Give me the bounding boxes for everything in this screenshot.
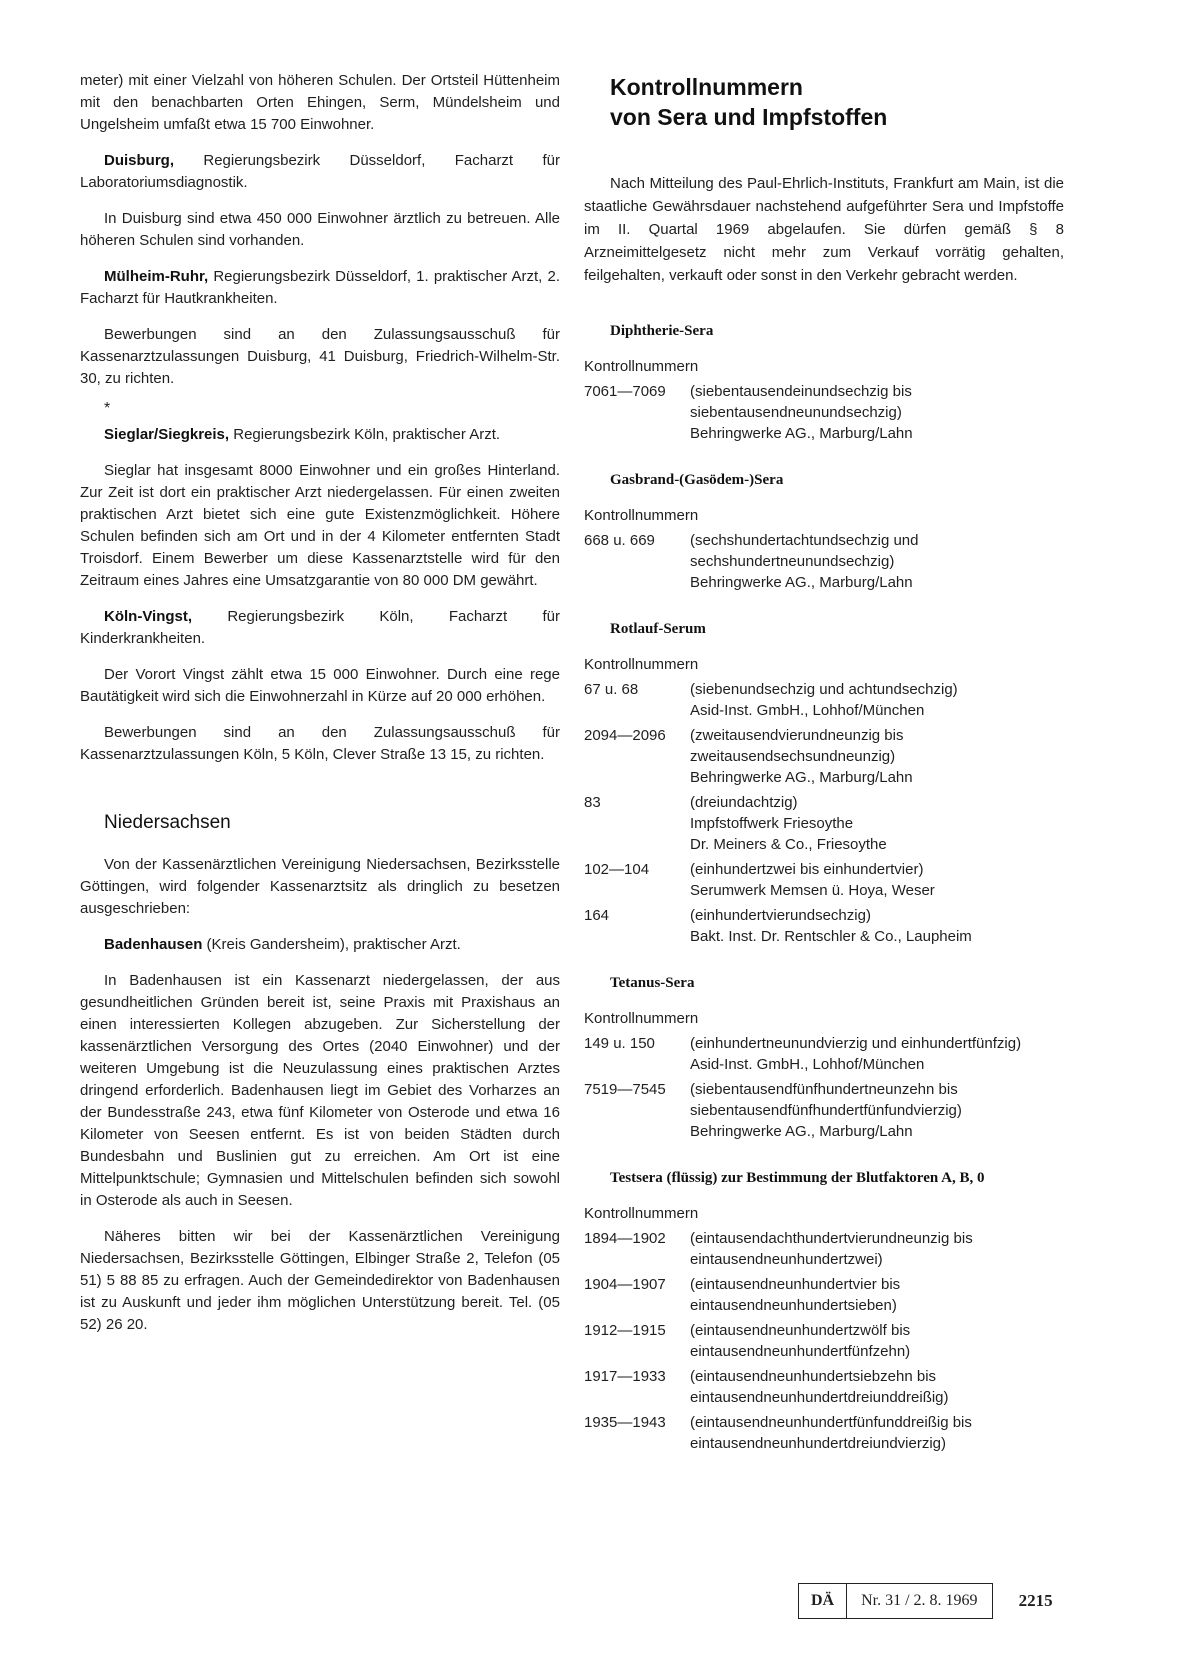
place-name: Badenhausen xyxy=(104,936,203,953)
control-number-row xyxy=(584,1079,1064,1142)
number-words: (dreiundachtzig) xyxy=(690,794,798,811)
kontrollnummern-label: Kontrollnummern xyxy=(584,1010,699,1027)
serum-group-title: Gasbrand-(Gasödem-)Sera xyxy=(610,472,784,488)
control-number-row xyxy=(584,1366,1064,1408)
control-number-description xyxy=(690,859,1064,901)
control-number: 1935—1943 xyxy=(584,1414,666,1431)
entry-badenhausen xyxy=(80,934,560,956)
number-words: (eintausendneunhundertvier bis eintausendneunhundertsieben) xyxy=(690,1276,901,1314)
control-number-row xyxy=(584,725,1064,788)
entry-sieglar xyxy=(80,424,560,446)
number-words: (einhundertvierundsechzig) xyxy=(690,907,871,924)
place-name: Sieglar/Siegkreis, xyxy=(104,426,230,443)
paragraph-ortsteil: meter) mit einer Vielzahl von höheren Schulen. Der Ortsteil Hüttenheim mit den benachbarten Orten Ehingen, Serm, Mündelsheim und Ungelsheim umfaßt etwa 15 700 Einwohner. xyxy=(80,72,560,133)
control-number: 67 u. 68 xyxy=(584,681,639,698)
left-column xyxy=(80,70,560,1350)
number-words: (siebenundsechzig und achtundsechzig) xyxy=(690,681,958,698)
control-number-description xyxy=(690,1033,1064,1075)
manufacturer: Dr. Meiners & Co., Friesoythe xyxy=(690,836,887,853)
entry-detail: Regierungsbezirk Düsseldorf, Facharzt für Laboratoriumsdiagnostik. xyxy=(80,152,560,191)
manufacturer: Serumwerk Memsen ü. Hoya, Weser xyxy=(690,882,935,899)
control-number-description xyxy=(690,1320,1064,1362)
control-number: 1894—1902 xyxy=(584,1230,666,1247)
place-name: Mülheim-Ruhr, xyxy=(104,268,209,285)
serum-group-title: Tetanus-Sera xyxy=(610,975,695,991)
article-title xyxy=(610,72,1064,132)
article-title-line-2: von Sera und Impfstoffen xyxy=(610,104,888,130)
control-number: 1912—1915 xyxy=(584,1322,666,1339)
serum-groups xyxy=(584,321,1064,1454)
entry-duisburg xyxy=(80,150,560,194)
paragraph-koeln-vingst: Der Vorort Vingst zählt etwa 15 000 Einwohner. Durch eine rege Bautätigkeit wird sich die Einwohnerzahl in Kürze auf 20 000 erhöhen. xyxy=(80,666,560,705)
entry-detail: Regierungsbezirk Köln, praktischer Arzt. xyxy=(229,426,501,443)
control-number: 1917—1933 xyxy=(584,1368,666,1385)
control-number-description xyxy=(690,381,1064,444)
control-number-description xyxy=(690,1366,1064,1408)
control-number-description xyxy=(690,1079,1064,1142)
paragraph-niedersachsen-intro: Von der Kassenärztlichen Vereinigung Niedersachsen, Bezirksstelle Göttingen, wird folgender Kassenarztsitz als dringlich zu besetzen ausgeschrieben: xyxy=(80,856,560,917)
control-number-row xyxy=(584,1320,1064,1362)
manufacturer: Behringwerke AG., Marburg/Lahn xyxy=(690,1123,913,1140)
number-words: (eintausendneunhundertzwölf bis eintausendneunhundertfünfzehn) xyxy=(690,1322,911,1360)
number-words: (eintausendachthundertvierundneunzig bis eintausendneunhundertzwei) xyxy=(690,1230,973,1268)
number-words: (eintausendneunhundertfünfunddreißig bis eintausendneunhundertdreiundvierzig) xyxy=(690,1414,972,1452)
number-words: (einhundertneunundvierzig und einhundertfünfzig) xyxy=(690,1035,1022,1052)
serum-group-title: Rotlauf-Serum xyxy=(610,621,706,637)
control-number-description xyxy=(690,1228,1064,1270)
kontrollnummern-label: Kontrollnummern xyxy=(584,507,699,524)
manufacturer: Asid-Inst. GmbH., Lohhof/München xyxy=(690,702,925,719)
control-number-description xyxy=(690,1412,1064,1454)
control-number-description xyxy=(690,679,1064,721)
control-number-row xyxy=(584,381,1064,444)
control-number-row xyxy=(584,1412,1064,1454)
number-words: (eintausendneunhundertsiebzehn bis eintausendneunhundertdreiunddreißig) xyxy=(690,1368,949,1406)
control-number: 102—104 xyxy=(584,861,650,878)
entry-detail: Regierungsbezirk Düsseldorf, 1. praktischer Arzt, 2. Facharzt für Hautkrankheiten. xyxy=(80,268,560,307)
paragraph-duisburg: In Duisburg sind etwa 450 000 Einwohner ärztlich zu betreuen. Alle höheren Schulen sind vorhanden. xyxy=(80,210,560,249)
journal-logo: DÄ xyxy=(799,1584,847,1618)
entry-koeln-vingst xyxy=(80,606,560,650)
issue-label: Nr. 31 / 2. 8. 1969 xyxy=(861,1592,978,1609)
manufacturer: Behringwerke AG., Marburg/Lahn xyxy=(690,769,913,786)
place-name: Duisburg, xyxy=(104,152,174,169)
serum-group-title: Diphtherie-Sera xyxy=(610,323,714,339)
control-number: 1904—1907 xyxy=(584,1276,666,1293)
paragraph-bewerbungen-koeln: Bewerbungen sind an den Zulassungsausschuß für Kassenarztzulassungen Köln, 5 Köln, Clever Straße 13 15, zu richten. xyxy=(80,724,560,763)
page-number: 2215 xyxy=(1018,1591,1053,1610)
control-number: 7519—7545 xyxy=(584,1081,666,1098)
kontrollnummern-label: Kontrollnummern xyxy=(584,1205,699,1222)
serum-group xyxy=(584,470,1064,593)
right-column xyxy=(584,72,1064,1480)
control-number-description xyxy=(690,725,1064,788)
manufacturer: Impfstoffwerk Friesoythe xyxy=(690,815,854,832)
control-number-row xyxy=(584,859,1064,901)
article-intro: Nach Mitteilung des Paul-Ehrlich-Instituts, Frankfurt am Main, ist die staatliche Gewährsdauer nachstehend aufgeführter Sera und Impfstoffe im II. Quartal 1969 abgelaufen. Sie dürfen gemäß § 8 Arzneimittelgesetz nicht mehr zum Verkauf vorrätig gehalten, feilgehalten, verkauft oder sonst in den Verkehr gebracht werden. xyxy=(584,175,1064,284)
paragraph-naeheres: Näheres bitten wir bei der Kassenärztlichen Vereinigung Niedersachsen, Bezirksstelle Göttingen, Elbinger Straße 2, Telefon (05 51) 5 88 85 zu erfragen. Auch der Gemeindedirektor von Badenhausen ist zu Auskunft und jeder ihm möglichen Unterstützung bereit. Tel. (05 52) 26 20. xyxy=(80,1228,560,1333)
control-number-description xyxy=(690,905,1064,947)
serum-group xyxy=(584,973,1064,1142)
control-number: 668 u. 669 xyxy=(584,532,655,549)
serum-group xyxy=(584,619,1064,947)
control-number-row xyxy=(584,792,1064,855)
control-number-row xyxy=(584,1274,1064,1316)
place-name: Köln-Vingst, xyxy=(104,608,193,625)
serum-group xyxy=(584,321,1064,444)
issue-box xyxy=(798,1583,993,1619)
number-words: (sechshundertachtundsechzig und sechshundertneunundsechzig) xyxy=(690,532,919,570)
kontrollnummern-label: Kontrollnummern xyxy=(584,656,699,673)
control-number: 164 xyxy=(584,907,610,924)
section-title-niedersachsen: Niedersachsen xyxy=(104,812,231,833)
page-footer xyxy=(798,1583,1053,1619)
separator-star: * xyxy=(104,400,111,417)
manufacturer: Behringwerke AG., Marburg/Lahn xyxy=(690,574,913,591)
number-words: (siebentausendeinundsechzig bis siebentausendneunundsechzig) xyxy=(690,383,912,421)
number-words: (zweitausendvierundneunzig bis zweitausendsechsundneunzig) xyxy=(690,727,904,765)
control-number-description xyxy=(690,792,1064,855)
serum-group xyxy=(584,1168,1064,1454)
control-number-row xyxy=(584,679,1064,721)
paragraph-bewerbungen-duisburg: Bewerbungen sind an den Zulassungsausschuß für Kassenarztzulassungen Duisburg, 41 Duisburg, Friedrich-Wilhelm-Str. 30, zu richten. xyxy=(80,326,560,387)
article-title-line-1: Kontrollnummern xyxy=(610,74,803,100)
entry-muelheim xyxy=(80,266,560,310)
control-number-row xyxy=(584,530,1064,593)
control-number-row xyxy=(584,1228,1064,1270)
entry-detail: (Kreis Gandersheim), praktischer Arzt. xyxy=(202,936,461,953)
control-number-description xyxy=(690,1274,1064,1316)
manufacturer: Asid-Inst. GmbH., Lohhof/München xyxy=(690,1056,925,1073)
serum-group-title: Testsera (flüssig) zur Bestimmung der Blutfaktoren A, B, 0 xyxy=(610,1170,985,1186)
control-number: 83 xyxy=(584,794,601,811)
manufacturer: Bakt. Inst. Dr. Rentschler & Co., Laupheim xyxy=(690,928,972,945)
control-number: 149 u. 150 xyxy=(584,1035,655,1052)
entry-detail: Regierungsbezirk Köln, Facharzt für Kinderkrankheiten. xyxy=(80,608,560,647)
paragraph-sieglar: Sieglar hat insgesamt 8000 Einwohner und ein großes Hinterland. Zur Zeit ist dort ein praktischer Arzt niedergelassen. Für einen zweiten praktischen Arzt bietet sich eine gute Existenzmöglichkeit. Höhere Schulen befinden sich am Ort und in der 4 Kilometer entfernten Stadt Troisdorf. Einem Bewerber um diese Kassenarztstelle wird für den Zeitraum eines Jahres eine Umsatzgarantie von 80 000 DM gewährt. xyxy=(80,462,560,589)
kontrollnummern-label: Kontrollnummern xyxy=(584,358,699,375)
paragraph-badenhausen: In Badenhausen ist ein Kassenarzt niedergelassen, der aus gesundheitlichen Gründen bereit ist, seine Praxis mit Praxishaus an einen interessierten Kollegen abzugeben. Zur Sicherstellung der kassenärztlichen Versorgung des Ortes (2040 Einwohner) und der weiteren Umgebung ist die Neuzulassung eines praktischen Arztes dringend erforderlich. Badenhausen liegt im Gebiet des Vorharzes an der Bundesstraße 243, etwa fünf Kilometer von Osterode und etwa 16 Kilometer von Seesen entfernt. Es ist von beiden Städten durch Bundesbahn und Buslinien gut zu erreichen. Am Ort ist eine Mittelpunktschule; Gymnasien und Mittelschulen befinden sich sowohl in Osterode als auch in Seesen. xyxy=(80,972,560,1209)
control-number: 2094—2096 xyxy=(584,727,666,744)
control-number-row xyxy=(584,905,1064,947)
control-number-description xyxy=(690,530,1064,593)
control-number-row xyxy=(584,1033,1064,1075)
number-words: (einhundertzwei bis einhundertvier) xyxy=(690,861,924,878)
control-number: 7061—7069 xyxy=(584,383,666,400)
number-words: (siebentausendfünfhundertneunzehn bis siebentausendfünfhundertfünfundvierzig) xyxy=(690,1081,962,1119)
manufacturer: Behringwerke AG., Marburg/Lahn xyxy=(690,425,913,442)
